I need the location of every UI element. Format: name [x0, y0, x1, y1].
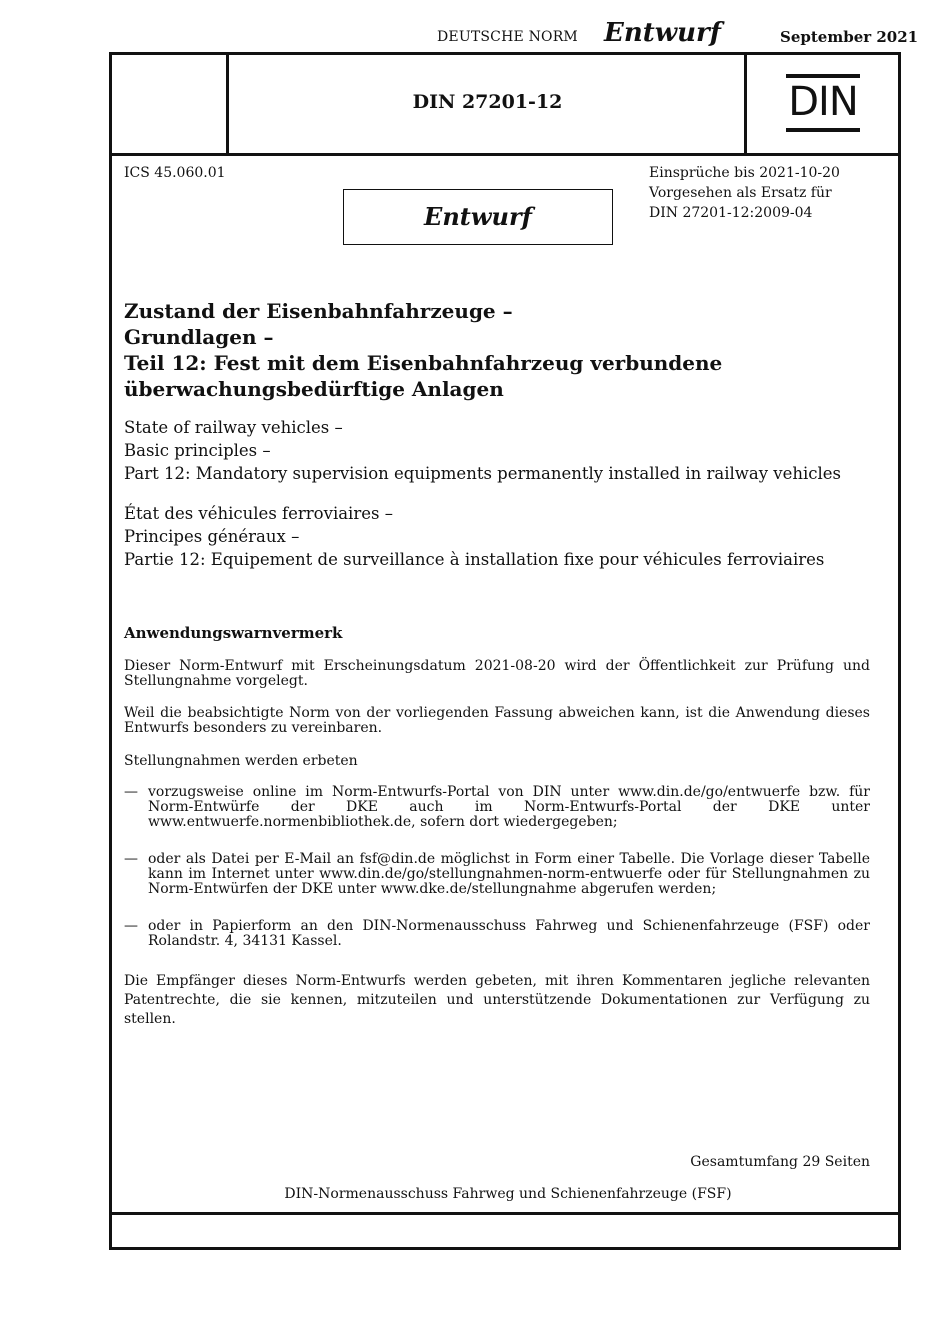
title-de-line: Teil 12: Fest mit dem Eisenbahnfahrzeug verbundene	[124, 351, 723, 375]
title-german	[124, 298, 722, 402]
committee-name: DIN-Normenausschuss Fahrweg und Schienenfahrzeuge (FSF)	[284, 1186, 732, 1202]
warning-heading: Anwendungswarnvermerk	[124, 624, 343, 642]
warning-paragraph: Dieser Norm-Entwurf mit Erscheinungsdatum 2021-08-20 wird der Öffentlichkeit zur Prüfung und Stellungnahme vorgelegt.	[124, 658, 870, 689]
comments-intro: Stellungnahmen werden erbeten	[124, 753, 358, 769]
dash-marker: —	[124, 784, 138, 800]
document-number: DIN 27201-12	[412, 91, 563, 113]
title-en-line: Part 12: Mandatory supervision equipments permanently installed in railway vehicles	[124, 464, 842, 483]
title-fr-line: État des véhicules ferroviaires –	[124, 504, 393, 523]
warning-paragraph: Weil die beabsichtigte Norm von der vorliegenden Fassung abweichen kann, ist die Anwendung dieses Entwurfs besonders zu vereinbaren.	[124, 705, 870, 736]
title-fr-line: Partie 12: Equipement de surveillance à installation fixe pour véhicules ferroviaires	[124, 550, 825, 569]
title-en-line: State of railway vehicles –	[124, 418, 343, 437]
objection-deadline: Einsprüche bis 2021-10-20	[649, 165, 840, 181]
norm-type-label: DEUTSCHE NORM	[437, 29, 578, 45]
publication-date: September 2021	[780, 28, 919, 46]
draft-label: Entwurf	[604, 18, 721, 48]
replacement-document: DIN 27201-12:2009-04	[649, 205, 813, 221]
title-en-line: Basic principles –	[124, 441, 271, 460]
title-de-line: Grundlagen –	[124, 325, 274, 349]
list-item-text: vorzugsweise online im Norm-Entwurfs-Portal von DIN unter www.din.de/go/entwuerfe bzw. für Norm-Entwürfe der DKE auch im Norm-Entwurfs-Portal der DKE unter www.entwuerfe.normenbibliothek.de, sofern dort wiedergegeben;	[148, 784, 870, 830]
footer-divider	[109, 1212, 901, 1215]
replacement-label: Vorgesehen als Ersatz für	[649, 185, 832, 201]
header-right-divider	[744, 52, 747, 156]
draft-box: Entwurf	[343, 189, 613, 245]
din-logo	[786, 74, 860, 132]
title-fr-line: Principes généraux –	[124, 527, 300, 546]
title-de-line: überwachungsbedürftige Anlagen	[124, 377, 504, 401]
patent-notice: Die Empfänger dieses Norm-Entwurfs werden gebeten, mit ihren Kommentaren jegliche relevanten Patentrechte, die sie kennen, mitzuteilen und unterstützende Dokumentationen zur Verfügung zu stellen.	[124, 973, 870, 1027]
list-item-text: oder in Papierform an den DIN-Normenausschuss Fahrweg und Schienenfahrzeuge (FSF) oder Rolandstr. 4, 34131 Kassel.	[148, 918, 870, 949]
page-count: Gesamtumfang 29 Seiten	[690, 1154, 870, 1170]
draft-info	[649, 163, 840, 223]
list-item-text: oder als Datei per E-Mail an fsf@din.de möglichst in Form einer Tabelle. Die Vorlage dieser Tabelle kann im Internet unter www.din.de/go/stellungnahmen-norm-entwuerfe oder für Stellungnahmen zu Norm-Entwürfen der DKE unter www.dke.de/stellungnahme abgerufen werden;	[148, 851, 870, 897]
title-de-line: Zustand der Eisenbahnfahrzeuge –	[124, 299, 513, 323]
title-french	[124, 502, 824, 571]
dash-marker: —	[124, 851, 138, 867]
title-english	[124, 416, 841, 485]
ics-code: ICS 45.060.01	[124, 165, 226, 181]
header-left-divider	[226, 52, 229, 156]
din-logo-text: DIN	[788, 79, 858, 125]
dash-marker: —	[124, 918, 138, 934]
